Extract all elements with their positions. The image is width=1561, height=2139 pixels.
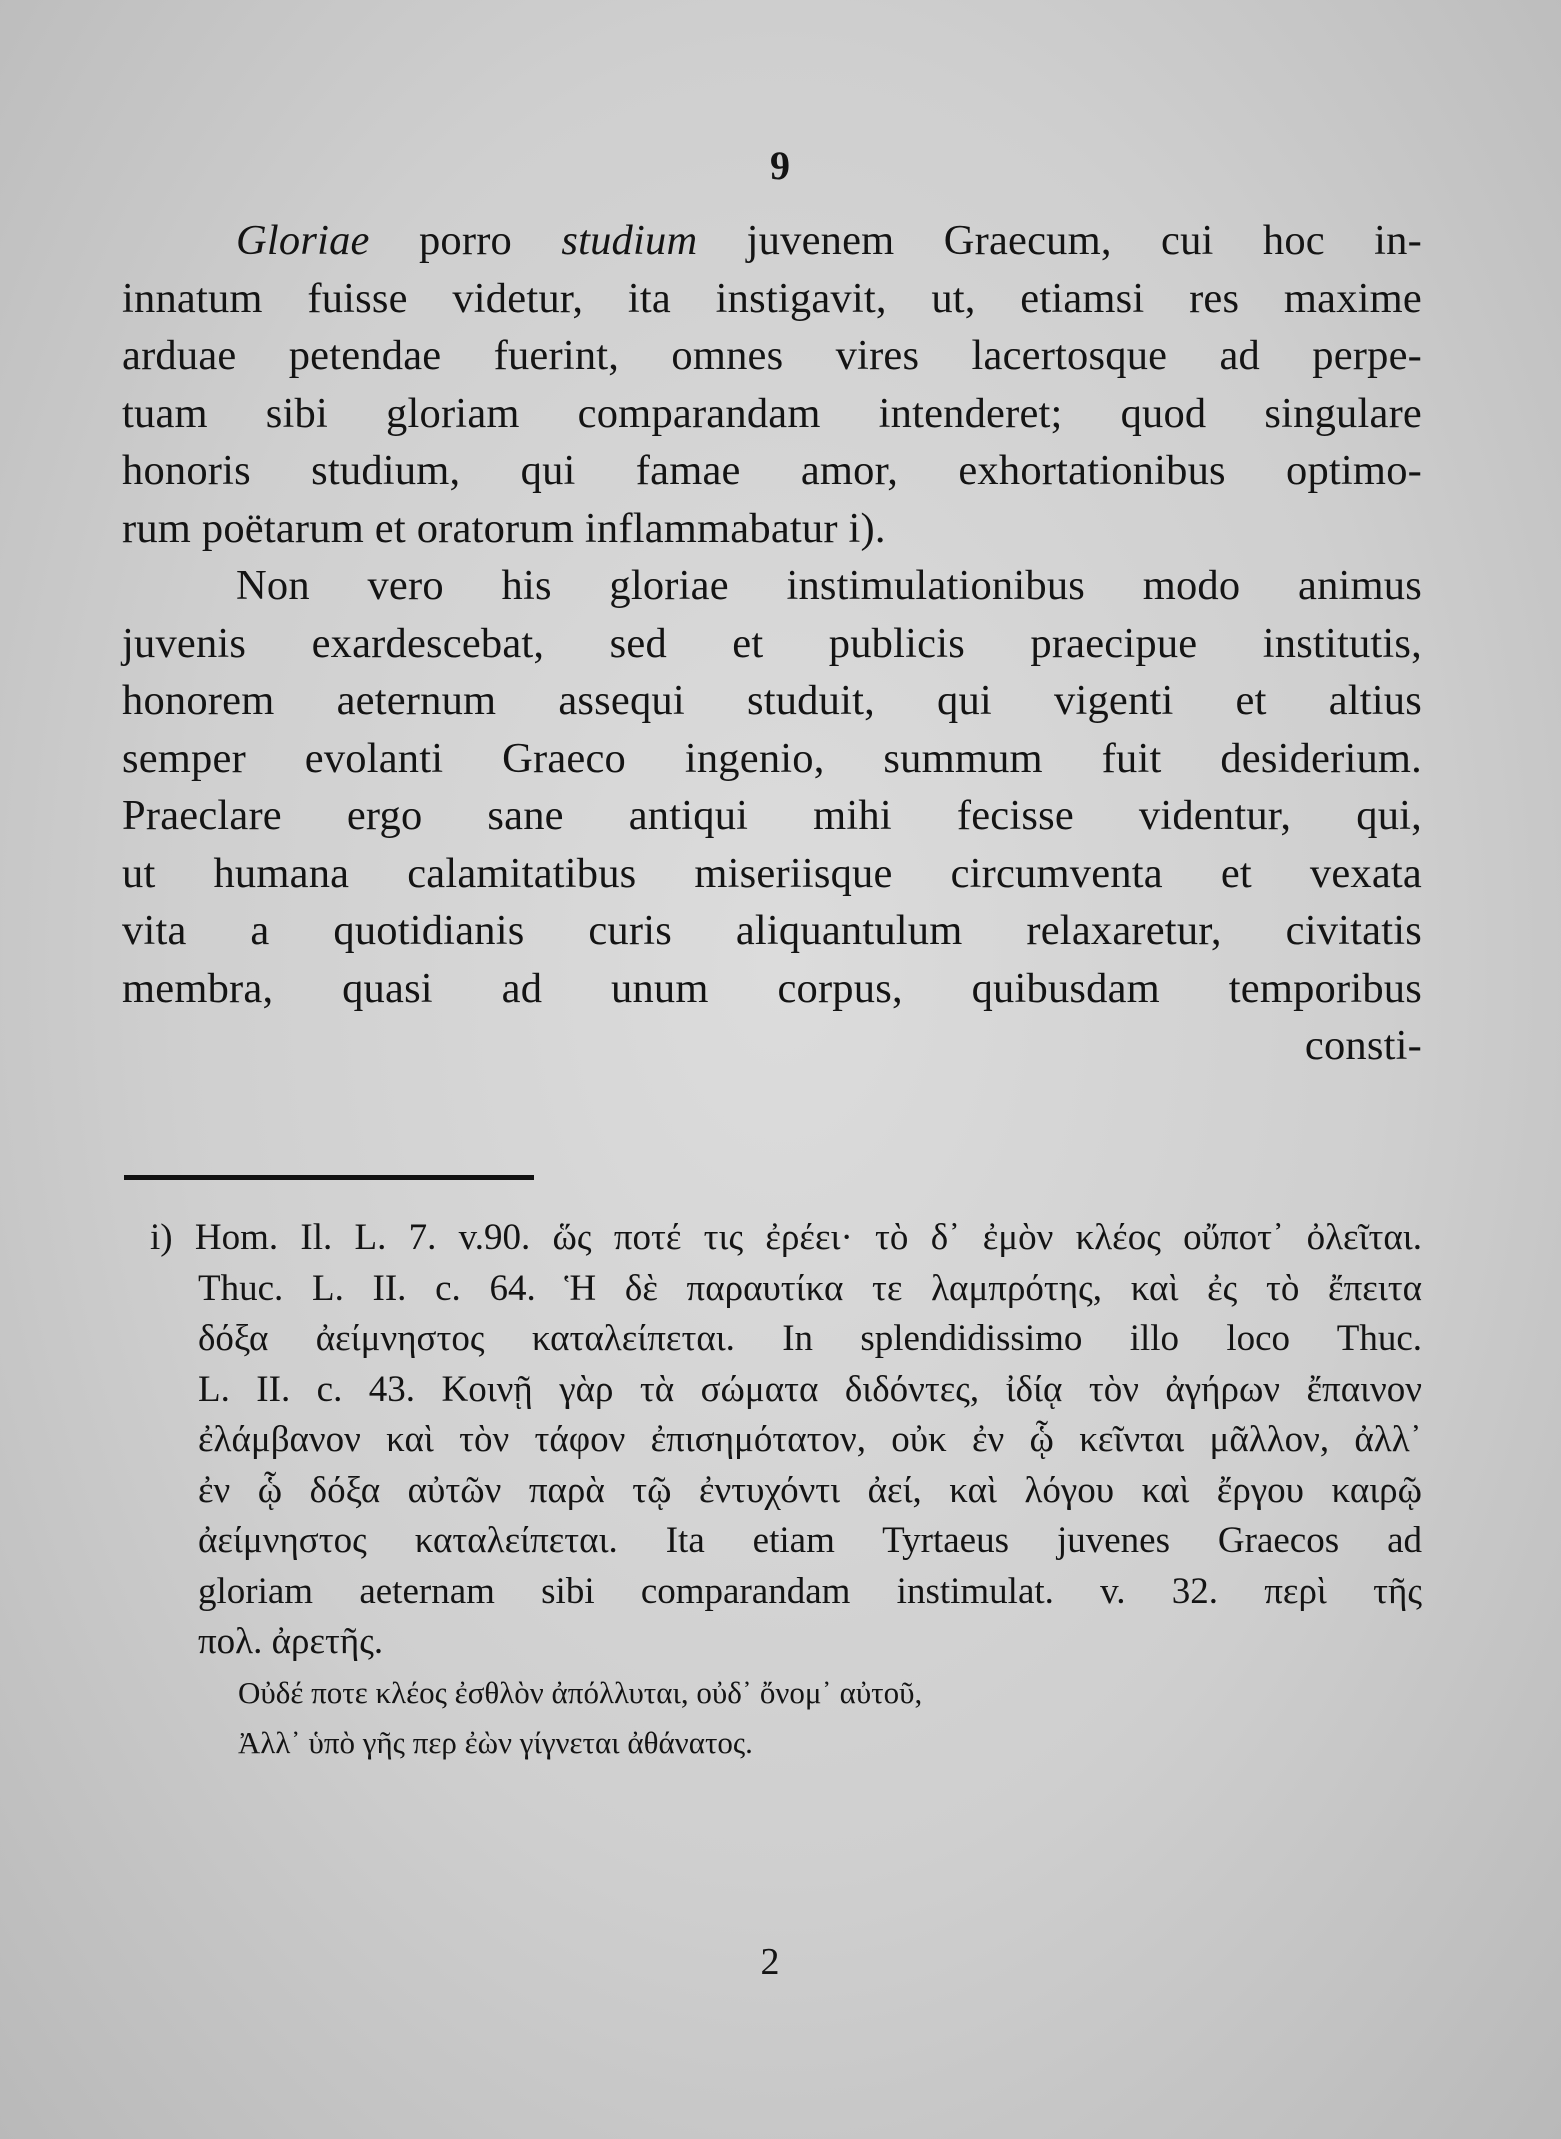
text-line: honorem aeternum assequi studuit, qui vigenti et altius xyxy=(122,677,1422,724)
page-number: 9 xyxy=(770,143,790,188)
italic-word: studium xyxy=(561,217,698,264)
text-line: membra, quasi ad unum corpus, quibusdam temporibus xyxy=(122,964,1422,1012)
text-line: Non vero his gloriae instimulationibus modo animus xyxy=(236,562,1422,609)
text-line: Praeclare ergo sane antiqui mihi fecisse videntur, qui, xyxy=(122,792,1422,839)
footnote-line: i) Hom. Il. L. 7. v.90. ὥς ποτέ τις ἐρέει· τὸ δ᾽ ἐμὸν κλέος οὔποτ᾽ ὀλεῖται. xyxy=(150,1217,1422,1258)
text-line: ut humana calamitatibus miseriisque circumventa et vexata xyxy=(122,849,1422,897)
main-text xyxy=(122,212,1422,1075)
footnote-separator xyxy=(124,1175,534,1180)
text-line: innatum fuisse videtur, ita instigavit, ut, etiamsi res maxime xyxy=(122,274,1422,322)
footnote-line: πολ. ἀρετῆς. xyxy=(198,1621,384,1662)
footnote-line: gloriam aeternam sibi comparandam instimulat. v. 32. περὶ τῆς xyxy=(198,1570,1422,1612)
signature-mark: 2 xyxy=(760,1941,780,1983)
verse-line: Ἀλλ᾽ ὑπὸ γῆς περ ἐὼν γίγνεται ἀθάνατος. xyxy=(238,1725,753,1760)
italic-word: Gloriae xyxy=(236,217,370,264)
footnote-line: δόξα ἀείμνηστος καταλείπεται. In splendidissimo illo loco Thuc. xyxy=(198,1318,1422,1359)
text-line: Gloriae porro studium juvenem Graecum, cui hoc in- xyxy=(236,217,1422,264)
footnote-line: ἐν ᾧ δόξα αὐτῶν παρὰ τῷ ἐντυχόντι ἀεί, καὶ λόγου καὶ ἔργου καιρῷ xyxy=(198,1469,1422,1511)
footnote-line: ἀείμνηστος καταλείπεται. Ita etiam Tyrtaeus juvenes Graecos ad xyxy=(198,1520,1422,1561)
text-line: juvenis exardescebat, sed et publicis praecipue institutis, xyxy=(122,619,1422,667)
footnote-line: L. II. c. 43. Κοινῇ γὰρ τὰ σώματα διδόντες, ἰδίᾳ τὸν ἀγήρων ἔπαινον xyxy=(198,1368,1422,1410)
text-line: arduae petendae fuerint, omnes vires lacertosque ad perpe- xyxy=(122,332,1422,379)
text-line: semper evolanti Graeco ingenio, summum fuit desiderium. xyxy=(122,734,1422,782)
verse-line: Οὐδέ ποτε κλέος ἐσθλὸν ἀπόλλυται, οὐδ᾽ ὄνομ᾽ αὐτοῦ, xyxy=(238,1674,923,1710)
footnote-line: ἐλάμβανον καὶ τὸν τάφον ἐπισημότατον, οὐκ ἐν ᾧ κεῖνται μᾶλλον, ἀλλ᾽ xyxy=(198,1419,1422,1460)
footnote-line: Thuc. L. II. c. 64. Ἡ δὲ παραυτίκα τε λαμπρότης, καὶ ἐς τὸ ἔπειτα xyxy=(198,1267,1422,1309)
text-line: vita a quotidianis curis aliquantulum relaxaretur, civitatis xyxy=(122,907,1422,954)
text-line: tuam sibi gloriam comparandam intenderet; quod singulare xyxy=(122,389,1422,437)
catchword: consti- xyxy=(1304,1022,1422,1069)
footnote xyxy=(150,1213,1422,1769)
text-line: honoris studium, qui famae amor, exhortationibus optimo- xyxy=(122,447,1422,494)
text-line: rum poëtarum et oratorum inflammabatur i). xyxy=(122,504,886,552)
